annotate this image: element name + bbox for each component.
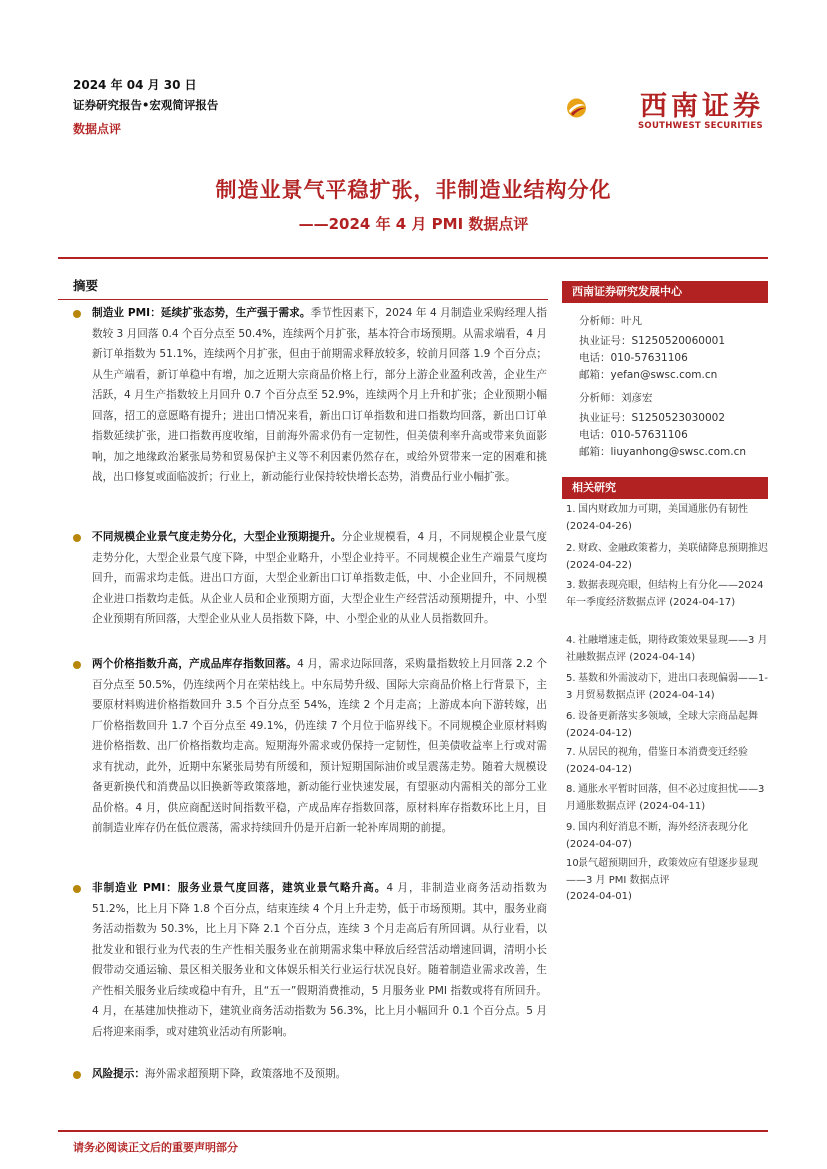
section-lead: 风险提示： — [92, 1068, 145, 1080]
section-lead: 制造业 PMI：延续扩张态势，生产强于需求。 — [92, 307, 311, 319]
section-manufacturing — [92, 303, 547, 488]
abstract-divider — [58, 299, 548, 300]
related-item[interactable]: 9. 国内利好消息不断，海外经济表现分化 (2024-04-07) — [566, 822, 748, 850]
analyst-name: 分析师：叶凡 — [579, 315, 642, 327]
section-lead: 两个价格指数升高，产成品库存指数回落。 — [92, 658, 298, 670]
related-item[interactable]: 7. 从居民的视角，借鉴日本消费变迁经验 (2024-04-12) — [566, 747, 748, 775]
bullet-icon — [71, 308, 82, 319]
related-item[interactable]: 5. 基数和外需波动下，进出口表现偏弱——1-3 月贸易数据点评 (2024-04-14) — [566, 673, 768, 701]
related-item[interactable]: 3. 数据表现亮眼，但结构上有分化——2024 年一季度经济数据点评 (2024-04-17) — [566, 580, 764, 608]
analyst-email[interactable]: 邮箱：yefan@swsc.com.cn — [579, 369, 718, 381]
footer-divider — [58, 1130, 768, 1132]
section-body: 分企业规模看，4 月，不同规模企业景气度走势分化，大型企业景气度下降，中型企业略升，小型企业持平。不同规模企业生产端景气度均回升，而需求均走低。进出口方面，大型企业新出口订单指数走低，中、小企业回升，不同规模企业进口指数均走低。从企业人员和企业预期方面，大型企业生产经营活动预期提升，中、小型企业预期有所回落，大型企业从业人员指数下降，中、小型企业的从业人员指数回升。 — [92, 531, 548, 625]
section-lead: 不同规模企业景气度走势分化，大型企业预期提升。 — [92, 531, 342, 543]
header-divider — [58, 257, 768, 259]
page-subtitle: ——2024 年 4 月 PMI 数据点评 — [298, 215, 529, 233]
bullet-icon — [71, 1069, 82, 1080]
analyst-phone: 电话：010-57631106 — [579, 429, 688, 441]
related-item[interactable]: 10.景气超预期回升，政策效应有望逐步显现——3 月 PMI 数据点评 (2024-04-01) — [566, 858, 758, 902]
section-lead: 非制造业 PMI：服务业景气度回落，建筑业景气略升高。 — [92, 882, 387, 894]
analyst-name: 分析师：刘彦宏 — [579, 392, 653, 404]
section-body: 4 月，需求边际回落，采购量指数较上月回落 2.2 个百分点至 50.5%，仍连续两个月在荣枯线上。中东局势升级、国际大宗商品价格上行背景下，主要原材料购进价格指数回升 3.5 个百分点至 54%，连续 2 个月走高；上游成本向下游转嫁，出厂价格指数回升 1.7 个百分点至 49.1%，仍连续 7 个月位于临界线下。不同规模企业原材料购进价格指数、出厂价格指数均走高。短期海外需求或仍保持一定韧性，但美债收益率上行或对需求有扰动，此外，近期中东紧张局势有所缓和，预计短期国际油价或呈震荡走势。随着大规模设备更新换代和消费品以旧换新等政策落地，新动能行业快速发展，有望驱动内需相关的部分工业品价格。4 月，供应商配送时间指数平稳，产成品库存指数回落，原材料库存指数环比上月，目前制造业库存仍在低位震荡，需求持续回升仍是开启新一轮补库周期的前提。 — [92, 658, 547, 834]
related-item[interactable]: 6. 设备更新落实多领域，全球大宗商品起舞 (2024-04-12) — [566, 711, 758, 739]
section-body: 4 月，非制造业商务活动指数为 51.2%，比上月下降 1.8 个百分点，结束连续 4 个月上升走势，低于市场预期。其中，服务业商务活动指数为 50.3%，比上月下降 2.1 个百分点，连续 3 个月走高后有所回调。从行业看，以批发业和银行业为代表的生产性相关服务业在前期需求集中释放后经营活动增速回调，清明小长假带动交通运输、景区相关服务业和文体娱乐相关行业运行状况良好。随着制造业需求改善，生产性相关服务业后续或稳中有升，且“五一”假期消费推动，5 月服务业 PMI 指数或将有所回升。4 月，在基建加快推动下，建筑业商务活动指数为 56.3%，比上月小幅回升 0.1 个百分点。5 月后将迎来雨季，或对建筑业活动有所影响。 — [92, 882, 547, 1038]
report-date: 2024 年 04 月 30 日 — [73, 78, 197, 92]
bullet-icon — [71, 883, 82, 894]
research-center-banner: 西南证券研究发展中心 — [562, 281, 768, 303]
related-research-banner: 相关研究 — [562, 477, 768, 499]
analyst-license: 执业证号：S1250523030002 — [579, 412, 726, 424]
analyst-phone: 电话：010-57631106 — [579, 352, 688, 364]
abstract-heading: 摘要 — [73, 278, 99, 293]
section-risk — [92, 1064, 547, 1085]
section-non-manufacturing — [92, 878, 547, 1042]
logo-name: 西南证券 — [640, 91, 764, 122]
report-type: 证券研究报告•宏观简评报告 — [73, 98, 219, 112]
section-body: 季节性因素下，2024 年 4 月制造业采购经理人指数较 3 月回落 0.4 个百分点至 50.4%，连续两个月扩张，基本符合市场预期。从需求端看，4 月新订单指数为 51.1%，连续两个月扩张，但由于前期需求释放较多，较前月回落 1.9 个百分点；从生产端看，新订单稳中有增，加之近期大宗商品价格上行，部分上游企业盈利改善，企业生产活跃，4 月生产指数较上月回升 0.7 个百分点至 52.9%，连续两个月上升和扩张；企业预期小幅回落，招工的意愿略有提升；进出口情况来看，新出口订单指数和进口指数均回落，新出口订单指数延续扩张，进口指数再度收缩，目前海外需求仍有一定韧性，但美债利率升高或带来负面影响，加之地缘政治紧张局势和贸易保护主义等不利因素仍然存在，或给外贸带来一定的困难和挑战，出口修复或面临波折；行业上，新动能行业保持较快增长态势，消费品行业小幅扩张。 — [92, 307, 547, 483]
related-item[interactable]: 4. 社融增速走低，期待政策效果显现——3 月社融数据点评 (2024-04-14) — [566, 635, 768, 663]
page-title: 制造业景气平稳扩张，非制造业结构分化 — [215, 178, 612, 202]
bullet-icon — [71, 659, 82, 670]
related-item[interactable]: 8. 通胀水平暂时回落，但不必过度担忧——3 月通胀数据点评 (2024-04-11) — [566, 784, 765, 812]
analyst-license: 执业证号：S1250520060001 — [579, 335, 726, 347]
section-enterprise-size — [92, 527, 547, 630]
related-item[interactable]: 1. 国内财政加力可期，美国通胀仍有韧性 (2024-04-26) — [566, 504, 748, 532]
section-body: 海外需求超预期下降，政策落地不及预期。 — [144, 1068, 347, 1080]
related-item[interactable]: 2. 财政、金融政策蓄力，美联储降息预期推迟 (2024-04-22) — [566, 543, 768, 571]
section-prices — [92, 654, 547, 839]
analyst-email[interactable]: 邮箱：liuyanhong@swsc.com.cn — [579, 446, 747, 458]
logo-emblem-icon — [566, 78, 636, 138]
report-subtype: 数据点评 — [73, 122, 122, 136]
logo-english: SOUTHWEST SECURITIES — [638, 121, 763, 131]
footer-disclaimer: 请务必阅读正文后的重要声明部分 — [73, 1141, 238, 1154]
bullet-icon — [71, 532, 82, 543]
